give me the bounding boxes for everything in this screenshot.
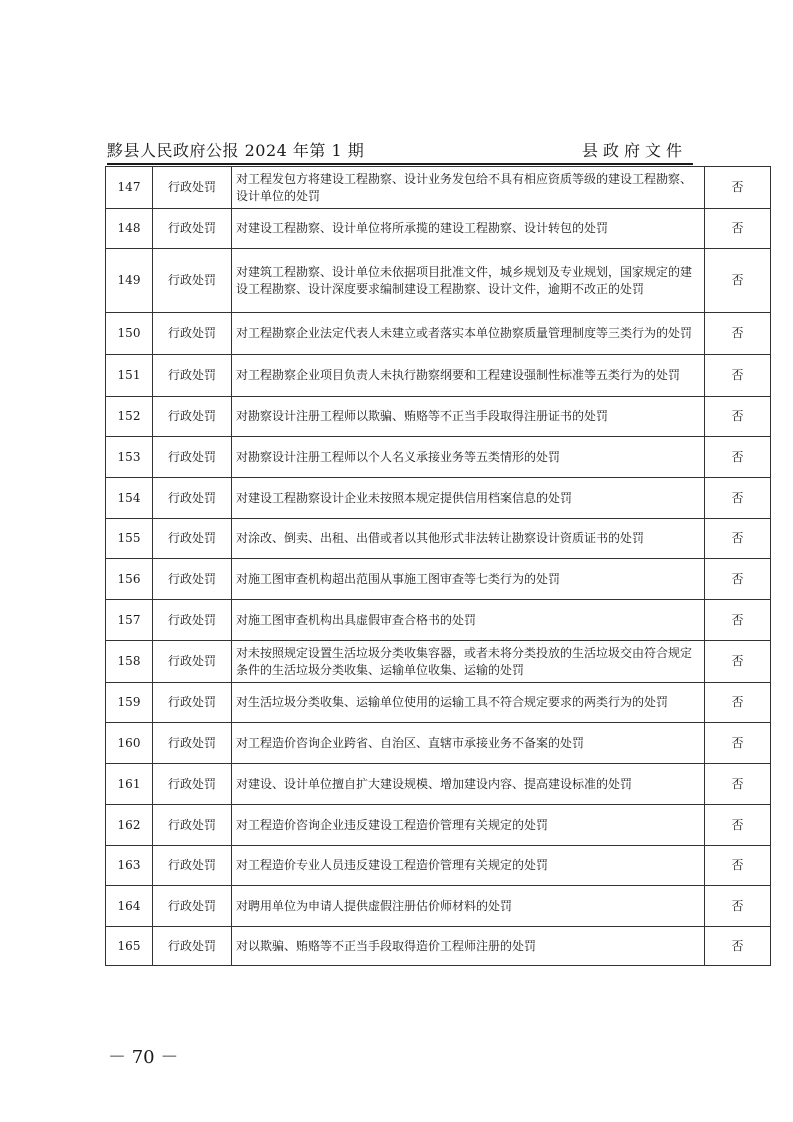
item-flag: 否: [705, 559, 771, 600]
item-flag: 否: [705, 723, 771, 764]
item-content: 对未按照规定设置生活垃圾分类收集容器，或者未将分类投放的生活垃圾交由符合规定条件的生活垃圾分类收集、运输单位收集、运输的处罚: [232, 641, 705, 683]
item-number: 160: [106, 723, 153, 764]
page-number: － 70 －: [108, 1047, 179, 1068]
table-row: [106, 805, 771, 846]
item-number: 162: [106, 805, 153, 846]
item-flag: 否: [705, 167, 771, 209]
item-number: 150: [106, 313, 153, 355]
item-number: 153: [106, 437, 153, 478]
table-row: [106, 927, 771, 966]
item-number: 156: [106, 559, 153, 600]
item-content: 对施工图审查机构出具虚假审查合格书的处罚: [232, 600, 705, 641]
table-row: [106, 478, 771, 519]
section-title: 县政府文件: [581, 141, 687, 160]
item-flag: 否: [705, 846, 771, 886]
item-flag: 否: [705, 355, 771, 397]
item-type: 行政处罚: [153, 355, 232, 397]
item-content: 对以欺骗、贿赂等不正当手段取得造价工程师注册的处罚: [232, 927, 705, 966]
table-row: [106, 723, 771, 764]
item-content: 对勘察设计注册工程师以个人名义承接业务等五类情形的处罚: [232, 437, 705, 478]
table-row: [106, 641, 771, 683]
item-number: 163: [106, 846, 153, 886]
table-row: [106, 559, 771, 600]
item-flag: 否: [705, 683, 771, 723]
item-number: 157: [106, 600, 153, 641]
item-content: 对生活垃圾分类收集、运输单位使用的运输工具不符合规定要求的两类行为的处罚: [232, 683, 705, 723]
item-content: 对工程发包方将建设工程勘察、设计业务发包给不具有相应资质等级的建设工程勘察、设计单位的处罚: [232, 167, 705, 209]
item-flag: 否: [705, 437, 771, 478]
item-type: 行政处罚: [153, 886, 232, 927]
item-type: 行政处罚: [153, 478, 232, 519]
table-row: [106, 355, 771, 397]
item-flag: 否: [705, 886, 771, 927]
item-content: 对勘察设计注册工程师以欺骗、贿赂等不正当手段取得注册证书的处罚: [232, 397, 705, 437]
item-content: 对工程勘察企业项目负责人未执行勘察纲要和工程建设强制性标准等五类行为的处罚: [232, 355, 705, 397]
item-type: 行政处罚: [153, 209, 232, 249]
item-flag: 否: [705, 209, 771, 249]
item-number: 148: [106, 209, 153, 249]
table-row: [106, 397, 771, 437]
item-type: 行政处罚: [153, 805, 232, 846]
item-content: 对建筑工程勘察、设计单位未依据项目批准文件，城乡规划及专业规划，国家规定的建设工程勘察、设计深度要求编制建设工程勘察、设计文件，逾期不改正的处罚: [232, 249, 705, 313]
item-type: 行政处罚: [153, 683, 232, 723]
item-type: 行政处罚: [153, 313, 232, 355]
table-row: [106, 519, 771, 559]
item-type: 行政处罚: [153, 559, 232, 600]
item-type: 行政处罚: [153, 600, 232, 641]
item-type: 行政处罚: [153, 167, 232, 209]
item-content: 对工程造价咨询企业跨省、自治区、直辖市承接业务不备案的处罚: [232, 723, 705, 764]
penalty-table: [105, 166, 771, 966]
item-type: 行政处罚: [153, 846, 232, 886]
item-number: 151: [106, 355, 153, 397]
item-flag: 否: [705, 641, 771, 683]
header-divider: [107, 163, 693, 165]
item-content: 对工程造价咨询企业违反建设工程造价管理有关规定的处罚: [232, 805, 705, 846]
table-body: [106, 167, 771, 966]
table-row: [106, 886, 771, 927]
item-flag: 否: [705, 478, 771, 519]
item-number: 161: [106, 764, 153, 805]
item-flag: 否: [705, 927, 771, 966]
item-content: 对建设工程勘察、设计单位将所承揽的建设工程勘察、设计转包的处罚: [232, 209, 705, 249]
item-content: 对工程勘察企业法定代表人未建立或者落实本单位勘察质量管理制度等三类行为的处罚: [232, 313, 705, 355]
item-type: 行政处罚: [153, 249, 232, 313]
item-type: 行政处罚: [153, 519, 232, 559]
item-flag: 否: [705, 764, 771, 805]
item-flag: 否: [705, 600, 771, 641]
item-type: 行政处罚: [153, 397, 232, 437]
page-header: [107, 141, 693, 163]
item-type: 行政处罚: [153, 927, 232, 966]
item-number: 158: [106, 641, 153, 683]
table-row: [106, 209, 771, 249]
item-content: 对施工图审查机构超出范围从事施工图审查等七类行为的处罚: [232, 559, 705, 600]
item-flag: 否: [705, 805, 771, 846]
table-row: [106, 313, 771, 355]
item-type: 行政处罚: [153, 437, 232, 478]
item-number: 164: [106, 886, 153, 927]
item-type: 行政处罚: [153, 641, 232, 683]
item-content: 对涂改、倒卖、出租、出借或者以其他形式非法转让勘察设计资质证书的处罚: [232, 519, 705, 559]
item-flag: 否: [705, 313, 771, 355]
item-content: 对建设、设计单位擅自扩大建设规模、增加建设内容、提高建设标准的处罚: [232, 764, 705, 805]
gazette-title: 黟县人民政府公报 2024 年第 1 期: [107, 141, 365, 160]
item-flag: 否: [705, 519, 771, 559]
table-row: [106, 764, 771, 805]
item-number: 147: [106, 167, 153, 209]
item-flag: 否: [705, 397, 771, 437]
table-row: [106, 167, 771, 209]
item-content: 对工程造价专业人员违反建设工程造价管理有关规定的处罚: [232, 846, 705, 886]
item-number: 159: [106, 683, 153, 723]
item-flag: 否: [705, 249, 771, 313]
item-type: 行政处罚: [153, 723, 232, 764]
table-row: [106, 846, 771, 886]
item-number: 165: [106, 927, 153, 966]
item-number: 154: [106, 478, 153, 519]
item-type: 行政处罚: [153, 764, 232, 805]
table-row: [106, 249, 771, 313]
item-content: 对聘用单位为申请人提供虚假注册估价师材料的处罚: [232, 886, 705, 927]
item-number: 155: [106, 519, 153, 559]
table-row: [106, 683, 771, 723]
item-content: 对建设工程勘察设计企业未按照本规定提供信用档案信息的处罚: [232, 478, 705, 519]
item-number: 149: [106, 249, 153, 313]
item-number: 152: [106, 397, 153, 437]
table-row: [106, 600, 771, 641]
table-row: [106, 437, 771, 478]
